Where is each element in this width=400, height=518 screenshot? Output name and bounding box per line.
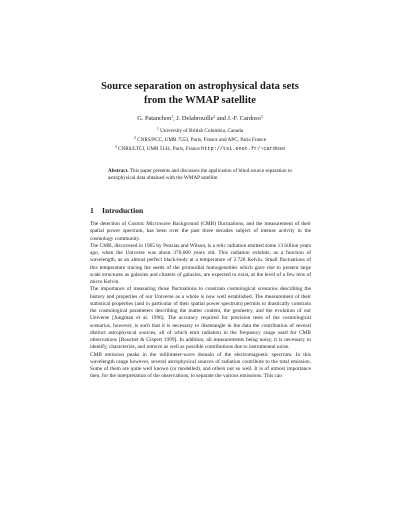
author-name: J.-F. Cardoso: [227, 115, 261, 122]
affiliation-mark: 2: [133, 136, 136, 141]
author-separator: and: [215, 115, 228, 122]
author-name: J. Delabrouille: [176, 115, 214, 122]
affiliation-list: [0, 126, 400, 154]
affiliation-mark: 1: [156, 127, 159, 131]
author-name: G. Patanchon: [137, 115, 172, 122]
abstract: [108, 168, 292, 182]
affiliation-url[interactable]: http://tsi.enst.fr/~cardoso: [201, 146, 286, 153]
affiliation-text: CNRS/PCC, UMR 7553, Paris, France and APC, Paris France: [137, 137, 267, 144]
author-list: [0, 113, 400, 123]
affiliation: [0, 144, 400, 153]
affiliation-mark: 3: [260, 115, 263, 119]
author-separator: ,: [173, 115, 177, 122]
affiliation-text: University of British Columbia, Canada: [160, 128, 244, 134]
affiliation-mark: 1: [171, 115, 174, 119]
affiliation-text: CNRS/LTCI, UMR 5141, Paris, France: [118, 146, 202, 153]
affiliation-mark: 2: [213, 115, 216, 119]
paper-title: [0, 80, 400, 108]
paragraph: The CMB, discovered in 1965 by Penzias and Wilson, is a relic radiation emitted some 13 billion years ago, when the Universe was about 370,000 years old. This radiation exhibits, as a function of wavelength, as an almost perfect black-body at a temperature of 2.726 Kelvin. Small fluctuations of this temperature tracing the seeds of the primordial homogeneities which gave rise to present large scale structures as galaxies and clusters of galaxies, are expected to exist, at the level of a few tens of micro Kelvin.: [90, 242, 311, 285]
section-body: [90, 221, 311, 381]
title-line-1: Source separation on astrophysical data sets: [101, 81, 299, 92]
section-heading: [90, 206, 143, 215]
section-title: Introduction: [102, 206, 144, 215]
paragraph: CMB emission peaks in the millimeter-wave domain of the electromagnetic spectrum. In this wavelength range however, several astrophysical sources of radiation contribute to the total emission. Some of them are quite well known (or modelled), and others not so well. It is of utmost importance then, for the interpretation of the observations, to separate the various emissions. This can: [90, 351, 311, 380]
paragraph: The importance of measuring those fluctuations to constrain cosmological scenarios describing the history and properties of our Universe as a whole is now well established. The measurement of their statistical properties (and in particular of their spatial power spectrum) permits to drastically constrain the cosmological parameters describing the matter content, the geometry, and the evolution of our Universe [Jungman et al. 1996]. The accuracy required for precision tests of the cosmological scenarios, however, is such that it is necessary to disentangle in the data the contribution of several distinct astrophysical sources, all of which emit radiation in the frequency range used for CMB observations [Bouchet & Gispert 1999]. In addition, all measurements being noisy, it is necessary to identify, characterize, and remove as well as possible contributions due to instrumental noise.: [90, 286, 311, 351]
section-number: 1: [90, 206, 94, 215]
title-line-2: from the WMAP satellite: [144, 95, 256, 106]
affiliation: [0, 126, 400, 135]
paragraph: The detection of Cosmic Microwave Background (CMB) fluctuations, and the measurement of their spatial power spectrum, has been over the past three decades subject of intense activity in the cosmology community.: [90, 221, 311, 242]
affiliation-mark: 3: [114, 145, 117, 150]
abstract-text: This paper presents and discusses the application of blind source separation to astrophysical data obtained with the WMAP satellite.: [108, 168, 292, 182]
affiliation: [0, 135, 400, 144]
abstract-label: Abstract.: [108, 168, 129, 174]
